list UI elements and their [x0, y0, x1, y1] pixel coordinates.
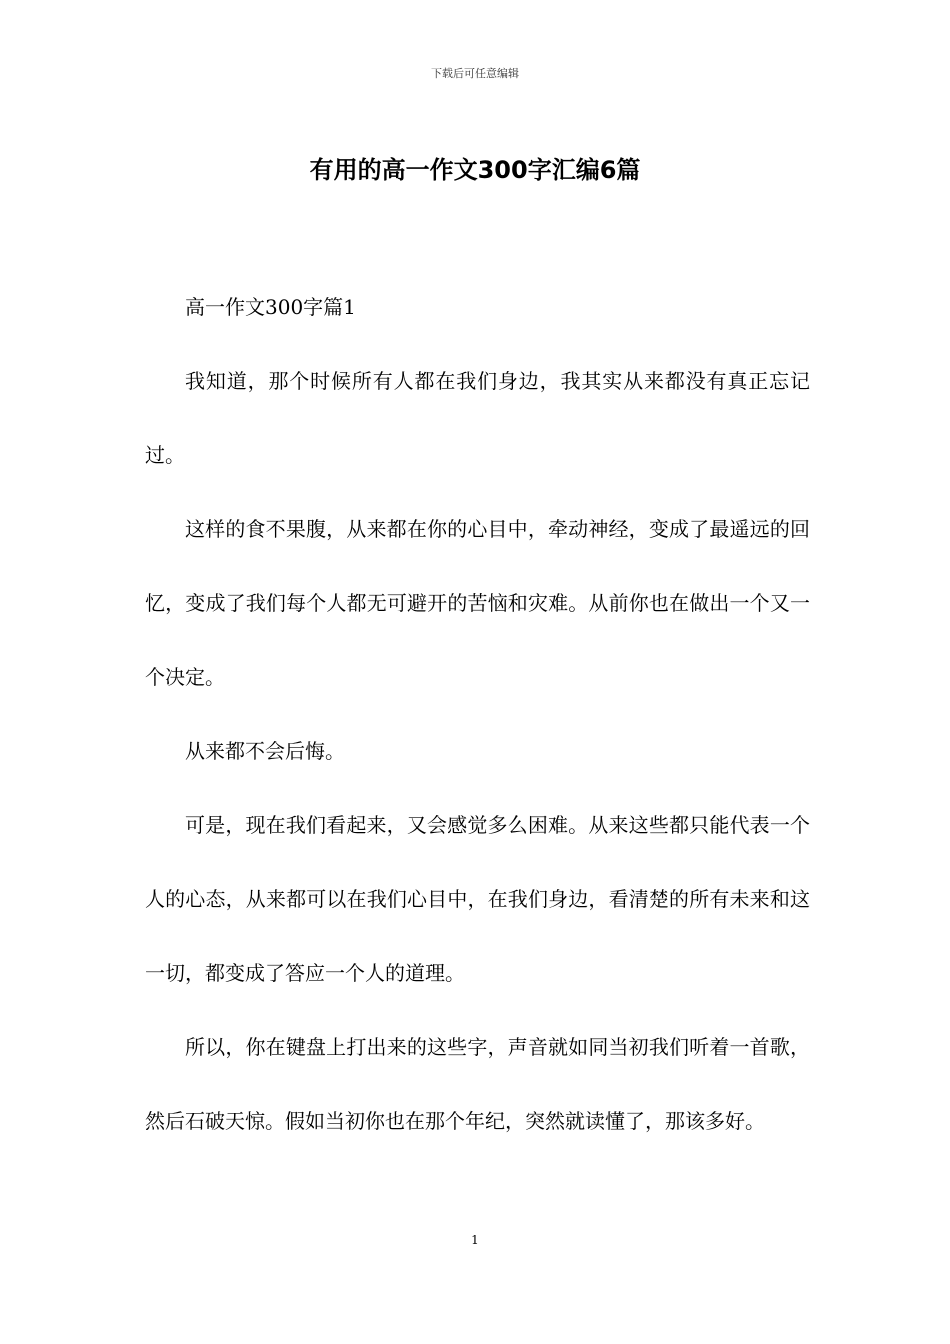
header-note: 下载后可任意编辑	[431, 67, 519, 80]
paragraph: 从来都不会后悔。	[185, 739, 345, 763]
page-number: 1	[471, 1233, 479, 1247]
document-title: 有用的高一作文300字汇编6篇	[309, 156, 641, 184]
paragraph: 我知道，那个时候所有人都在我们身边，我其实从来都没有真正忘记过。	[145, 369, 810, 467]
section-heading: 高一作文300字篇1	[185, 295, 356, 319]
document-body	[145, 270, 810, 1158]
paragraph: 可是，现在我们看起来，又会感觉多么困难。从来这些都只能代表一个人的心态，从来都可以在我们心目中，在我们身边，看清楚的所有未来和这一切，都变成了答应一个人的道理。	[145, 813, 810, 985]
paragraph: 这样的食不果腹，从来都在你的心目中，牵动神经，变成了最遥远的回忆，变成了我们每个人都无可避开的苦恼和灾难。从前你也在做出一个又一个决定。	[145, 517, 810, 689]
paragraph: 所以，你在键盘上打出来的这些字，声音就如同当初我们听着一首歌，然后石破天惊。假如当初你也在那个年纪，突然就读懂了，那该多好。	[145, 1035, 810, 1133]
